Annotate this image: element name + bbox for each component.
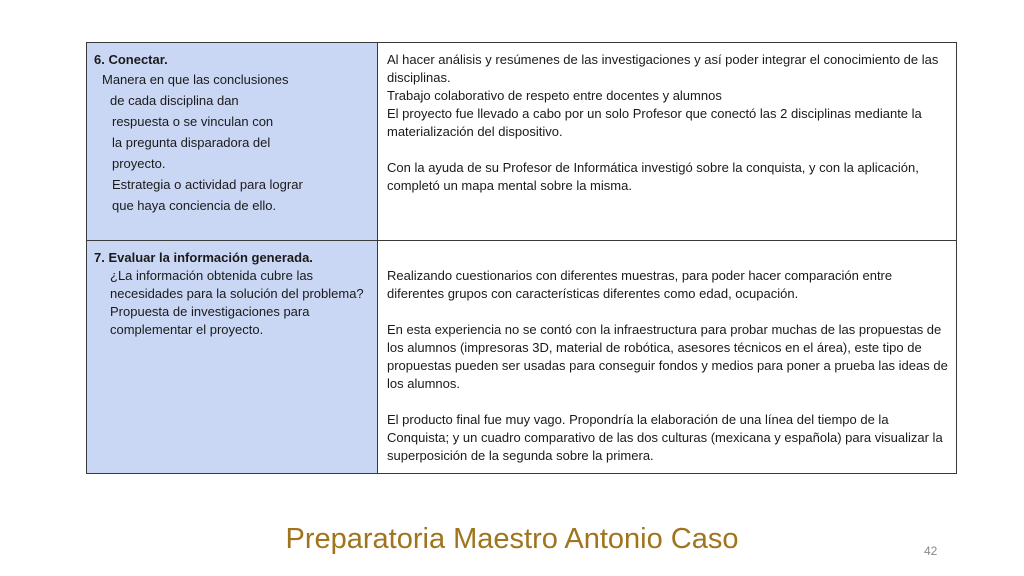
criteria-heading: 6. Conectar. <box>94 52 168 67</box>
description-paragraph: Al hacer análisis y resúmenes de las investigaciones y así poder integrar el conocimiento de las disciplinas. <box>387 52 939 85</box>
criteria-line: ¿La información obtenida cubre las necesidades para la solución del problema? <box>110 268 364 301</box>
footer-title: Preparatoria Maestro Antonio Caso <box>285 523 739 555</box>
table-cell-criteria <box>87 43 378 241</box>
description-paragraph: Realizando cuestionarios con diferentes muestras, para poder hacer comparación entre diferentes grupos con características diferentes como edad, ocupación. <box>387 268 893 301</box>
description-paragraph: En esta experiencia no se contó con la infraestructura para probar muchas de las propuestas de los alumnos (impresoras 3D, material de robótica, asesores técnicos en el área), este tipo de propuestas pueden ser usadas para conseguir fondos y medios para poner a prueba las ideas de los alumnos. <box>387 322 948 391</box>
paragraph-spacer <box>387 303 948 321</box>
description-paragraph: El producto final fue muy vago. Propondría la elaboración de una línea del tiempo de la Conquista; y un cuadro comparativo de las dos culturas (mexicana y española) para visualizar la superposición de la segunda sobre la primera. <box>387 412 943 463</box>
description-paragraph: Con la ayuda de su Profesor de Informática investigó sobre la conquista, y con la aplicación, completó un mapa mental sobre la misma. <box>387 160 919 193</box>
content-table <box>86 42 957 474</box>
criteria-line: la pregunta disparadora del <box>112 135 271 150</box>
criteria-line: de cada disciplina dan <box>110 93 239 108</box>
table-cell-description <box>378 43 957 241</box>
table-row <box>87 241 957 474</box>
description-paragraph: Trabajo colaborativo de respeto entre docentes y alumnos <box>387 88 722 103</box>
criteria-line: respuesta o se vinculan con <box>112 114 274 129</box>
criteria-line: proyecto. <box>112 156 166 171</box>
criteria-line: que haya conciencia de ello. <box>112 198 277 213</box>
page-number: 42 <box>924 544 938 558</box>
criteria-line: Propuesta de investigaciones para complementar el proyecto. <box>110 304 310 337</box>
description-paragraph: El proyecto fue llevado a cabo por un solo Profesor que conectó las 2 disciplinas mediante la materialización del dispositivo. <box>387 106 922 139</box>
criteria-line: Manera en que las conclusiones <box>102 72 289 87</box>
paragraph-spacer <box>387 393 948 411</box>
criteria-heading: 7. Evaluar la información generada. <box>94 250 313 265</box>
criteria-line: Estrategia o actividad para lograr <box>112 177 303 192</box>
table-row <box>87 43 957 241</box>
paragraph-spacer <box>387 141 948 159</box>
table-cell-criteria <box>87 241 378 474</box>
table-cell-description <box>378 241 957 474</box>
